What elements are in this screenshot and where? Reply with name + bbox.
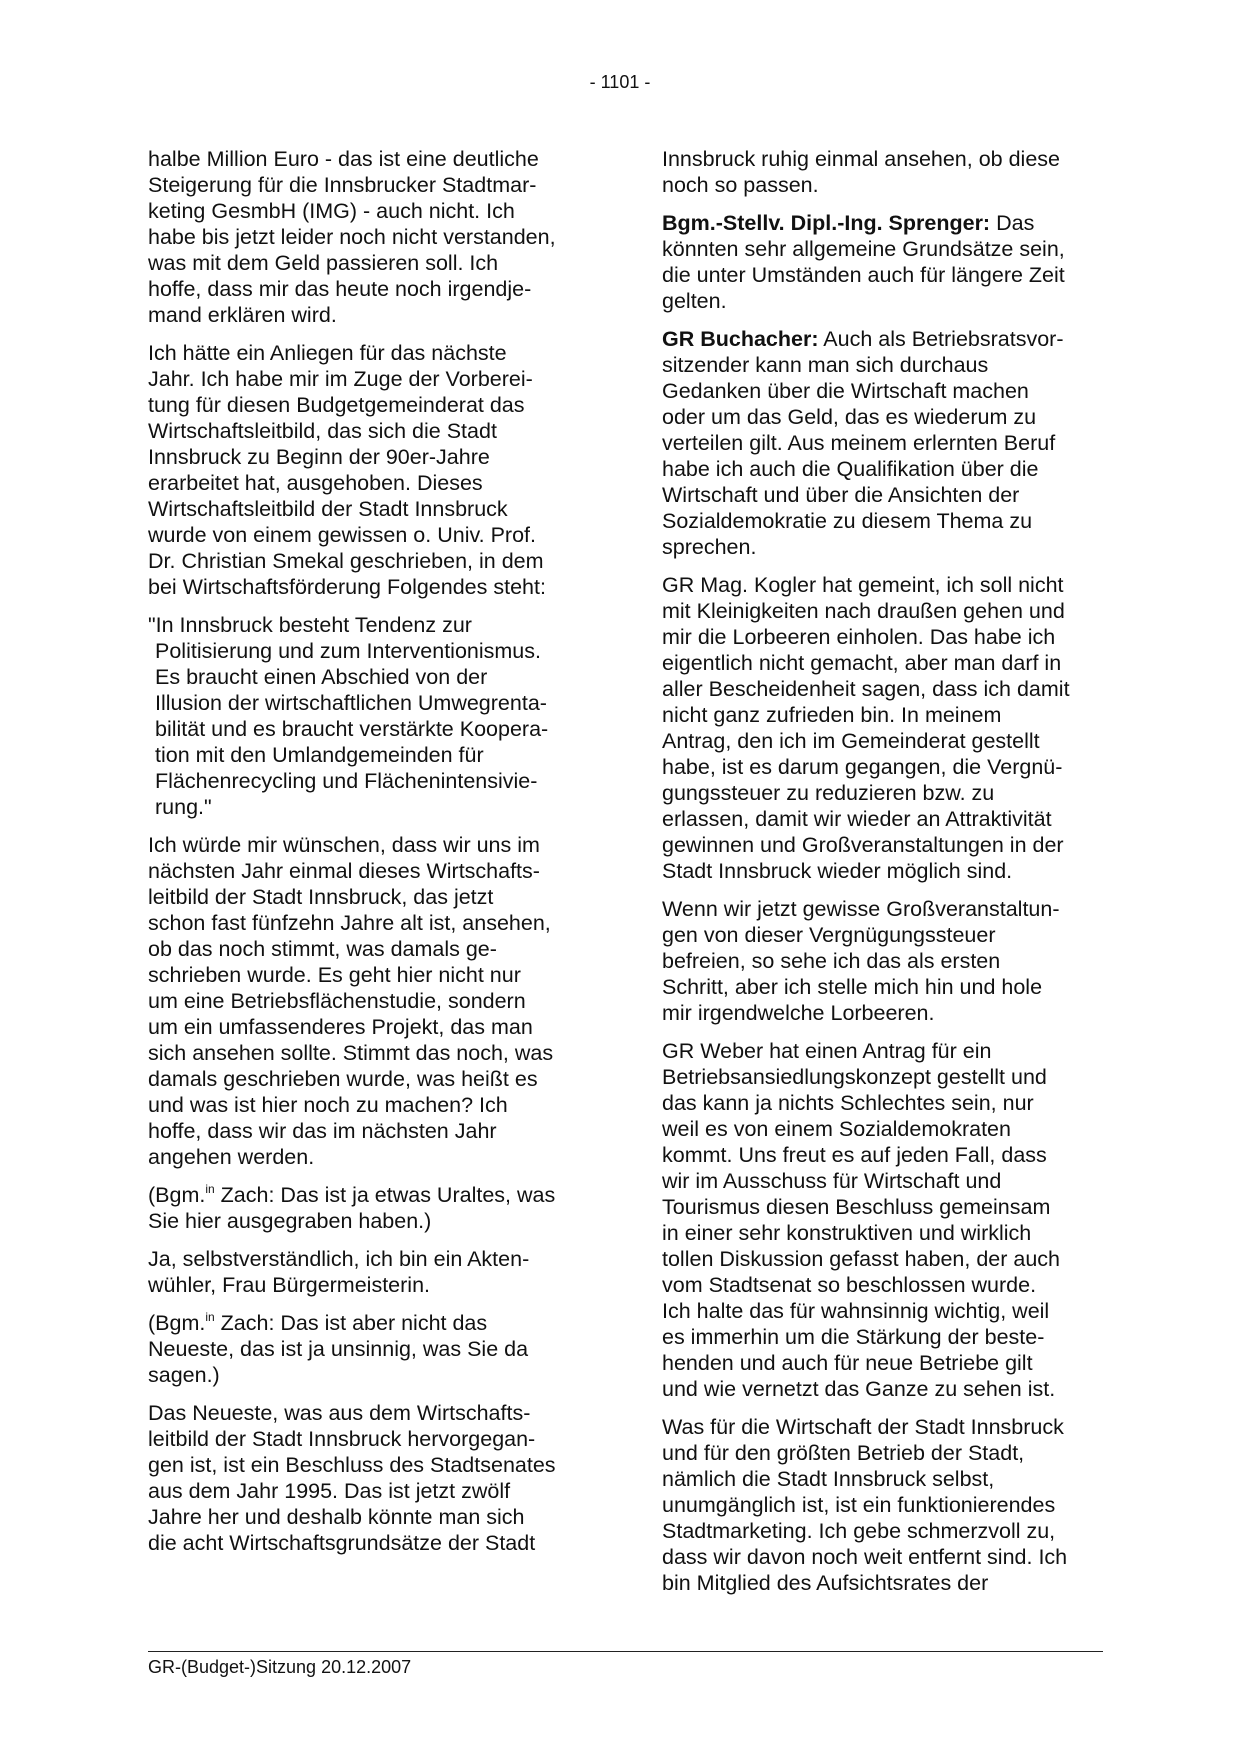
superscript: in <box>205 1182 215 1196</box>
footer: GR-(Budget-)Sitzung 20.12.2007 <box>148 1657 412 1677</box>
text-line: damals geschrieben wurde, was heißt es <box>148 1067 538 1091</box>
text-line: die unter Umständen auch für längere Zeit <box>662 263 1065 287</box>
text-line: Wirtschaftsleitbild, das sich die Stadt <box>148 419 497 443</box>
text-line: verteilen gilt. Aus meinem erlernten Beruf <box>662 431 1056 455</box>
text-line: GR Weber hat einen Antrag für ein <box>662 1039 992 1063</box>
paragraph <box>148 340 596 600</box>
text-line: Ich hätte ein Anliegen für das nächste <box>148 341 507 365</box>
paragraph <box>662 1414 1102 1596</box>
text-line: und wie vernetzt das Ganze zu sehen ist. <box>662 1377 1056 1401</box>
text-line: Ich halte das für wahnsinnig wichtig, weil <box>662 1299 1050 1323</box>
text-line: mit Kleinigkeiten nach draußen gehen und <box>662 599 1065 623</box>
text-line: tollen Diskussion gefasst haben, der auch <box>662 1247 1060 1271</box>
text-line: noch so passen. <box>662 173 819 197</box>
text-line: ob das noch stimmt, was damals ge- <box>148 937 497 961</box>
paragraph <box>662 1038 1102 1402</box>
interjection-prefix: (Bgm. <box>148 1183 206 1207</box>
text-line: aus dem Jahr 1995. Das ist jetzt zwölf <box>148 1479 511 1503</box>
text-line: Neueste, das ist ja unsinnig, was Sie da <box>148 1337 529 1361</box>
text-line: oder um das Geld, das es wiederum zu <box>662 405 1037 429</box>
text-line: mand erklären wird. <box>148 303 337 327</box>
text-line: erlassen, damit wir wieder an Attraktivität <box>662 807 1052 831</box>
text-line: Ich würde mir wünschen, dass wir uns im <box>148 833 540 857</box>
text-line: keting GesmbH (IMG) - auch nicht. Ich <box>148 199 515 223</box>
text-line: habe ich auch die Qualifikation über die <box>662 457 1039 481</box>
paragraph <box>148 832 596 1170</box>
text-line: sitzender kann man sich durchaus <box>662 353 989 377</box>
text-line: gewinnen und Großveranstaltungen in der <box>662 833 1064 857</box>
text-line: Ja, selbstverständlich, ich bin ein Akten- <box>148 1247 530 1271</box>
text-line: was mit dem Geld passieren soll. Ich <box>148 251 499 275</box>
text-line: gungssteuer zu reduzieren bzw. zu <box>662 781 995 805</box>
text-line: gelten. <box>662 289 727 313</box>
text-line: henden und auch für neue Betriebe gilt <box>662 1351 1033 1375</box>
block-quote <box>148 612 596 820</box>
text-line: vom Stadtsenat so beschlossen wurde. <box>662 1273 1037 1297</box>
paragraph <box>662 572 1102 884</box>
speaker-paragraph <box>662 210 1102 314</box>
text-line: Tourismus diesen Beschluss gemeinsam <box>662 1195 1051 1219</box>
text-line: Antrag, den ich im Gemeinderat gestellt <box>662 729 1040 753</box>
text-line: in einer sehr konstruktiven und wirklich <box>662 1221 1032 1245</box>
text-line: Gedanken über die Wirtschaft machen <box>662 379 1029 403</box>
text-line: dass wir davon noch weit entfernt sind. Ich <box>662 1545 1068 1569</box>
interjection-text: Zach: Das ist aber nicht das <box>214 1311 488 1335</box>
text-line: Stadt Innsbruck wieder möglich sind. <box>662 859 1013 883</box>
text-line: Das Neueste, was aus dem Wirtschafts- <box>148 1401 531 1425</box>
text-line: leitbild der Stadt Innsbruck hervorgegan- <box>148 1427 536 1451</box>
text-line: die acht Wirtschaftsgrundsätze der Stadt <box>148 1531 536 1555</box>
text-line: tung für diesen Budgetgemeinderat das <box>148 393 525 417</box>
text-line: sprechen. <box>662 535 757 559</box>
superscript: in <box>205 1310 215 1324</box>
text-line: erarbeitet hat, ausgehoben. Dieses <box>148 471 483 495</box>
text-line: "In Innsbruck besteht Tendenz zur <box>148 613 472 637</box>
paragraph <box>148 1246 596 1298</box>
text-line: Was für die Wirtschaft der Stadt Innsbruck <box>662 1415 1064 1439</box>
text-line: bei Wirtschaftsförderung Folgendes steht: <box>148 575 546 599</box>
text-line <box>662 326 1102 352</box>
text-line: rung." <box>155 795 212 819</box>
text-line: Schritt, aber ich stelle mich hin und hole <box>662 975 1043 999</box>
text-line: tion mit den Umlandgemeinden für <box>155 743 484 767</box>
text-line: nicht ganz zufrieden bin. In meinem <box>662 703 1002 727</box>
left-column <box>148 146 596 1568</box>
right-column <box>662 146 1102 1608</box>
text-line: Wirtschaftsleitbild der Stadt Innsbruck <box>148 497 508 521</box>
text-line: habe bis jetzt leider noch nicht verstanden, <box>148 225 556 249</box>
text-line: mir irgendwelche Lorbeeren. <box>662 1001 935 1025</box>
text-line: könnten sehr allgemeine Grundsätze sein, <box>662 237 1065 261</box>
text-line: weil es von einem Sozialdemokraten <box>662 1117 1011 1141</box>
speaker-name: GR Buchacher: <box>662 327 819 351</box>
text-line: sagen.) <box>148 1363 220 1387</box>
text-line: unumgänglich ist, ist ein funktionierendes <box>662 1493 1056 1517</box>
text-line: und was ist hier noch zu machen? Ich <box>148 1093 508 1117</box>
text-line: Dr. Christian Smekal geschrieben, in dem <box>148 549 544 573</box>
text-line: Politisierung und zum Interventionismus. <box>155 639 541 663</box>
text-line: GR Mag. Kogler hat gemeint, ich soll nicht <box>662 573 1064 597</box>
text-line <box>662 210 1102 236</box>
text-line: nämlich die Stadt Innsbruck selbst, <box>662 1467 995 1491</box>
text-line: habe, ist es darum gegangen, die Vergnü- <box>662 755 1063 779</box>
text-line: gen ist, ist ein Beschluss des Stadtsenates <box>148 1453 556 1477</box>
text-line: eigentlich nicht gemacht, aber man darf in <box>662 651 1062 675</box>
text-line: bilität und es braucht verstärkte Koopera- <box>155 717 549 741</box>
paragraph <box>662 146 1102 198</box>
text-line: es immerhin um die Stärkung der beste- <box>662 1325 1045 1349</box>
interjection <box>148 1310 596 1388</box>
text-line: sich ansehen sollte. Stimmt das noch, was <box>148 1041 554 1065</box>
text-line <box>148 1182 596 1208</box>
text-line: Stadtmarketing. Ich gebe schmerzvoll zu, <box>662 1519 1056 1543</box>
text-line: Innsbruck zu Beginn der 90er-Jahre <box>148 445 490 469</box>
text-line: Wirtschaft und über die Ansichten der <box>662 483 1020 507</box>
text-line: wir im Ausschuss für Wirtschaft und <box>662 1169 1002 1193</box>
text-line: hoffe, dass wir das im nächsten Jahr <box>148 1119 497 1143</box>
text-line: Wenn wir jetzt gewisse Großveranstaltun- <box>662 897 1060 921</box>
text-line: und für den größten Betrieb der Stadt, <box>662 1441 1025 1465</box>
text-line: leitbild der Stadt Innsbruck, das jetzt <box>148 885 494 909</box>
paragraph <box>148 146 596 328</box>
text-line: Sie hier ausgegraben haben.) <box>148 1209 432 1233</box>
text-line: Innsbruck ruhig einmal ansehen, ob diese <box>662 147 1061 171</box>
interjection-prefix: (Bgm. <box>148 1311 206 1335</box>
text-line: Steigerung für die Innsbrucker Stadtmar- <box>148 173 537 197</box>
paragraph <box>148 1400 596 1556</box>
paragraph <box>662 896 1102 1026</box>
interjection <box>148 1182 596 1234</box>
speaker-name: Bgm.-Stellv. Dipl.-Ing. Sprenger: <box>662 211 991 235</box>
text-line: schrieben wurde. Es geht hier nicht nur <box>148 963 521 987</box>
text-line: schon fast fünfzehn Jahre alt ist, ansehen, <box>148 911 551 935</box>
text-line: um ein umfassenderes Projekt, das man <box>148 1015 533 1039</box>
text-line: gen von dieser Vergnügungssteuer <box>662 923 996 947</box>
text-line: Jahr. Ich habe mir im Zuge der Vorberei- <box>148 367 533 391</box>
text-line: mir die Lorbeeren einholen. Das habe ich <box>662 625 1056 649</box>
footer-divider <box>148 1651 1103 1652</box>
text-line: nächsten Jahr einmal dieses Wirtschafts- <box>148 859 540 883</box>
interjection-text: Zach: Das ist ja etwas Uraltes, was <box>214 1183 556 1207</box>
text-line: Jahre her und deshalb könnte man sich <box>148 1505 525 1529</box>
text-line: wurde von einem gewissen o. Univ. Prof. <box>148 523 536 547</box>
text-line: um eine Betriebsflächenstudie, sondern <box>148 989 526 1013</box>
text-line: hoffe, dass mir das heute noch irgendje- <box>148 277 532 301</box>
text-line: aller Bescheidenheit sagen, dass ich damit <box>662 677 1070 701</box>
text-line: halbe Million Euro - das ist eine deutliche <box>148 147 539 171</box>
page-number: - 1101 - <box>589 72 651 92</box>
text-line <box>148 1310 596 1336</box>
text-line: das kann ja nichts Schlechtes sein, nur <box>662 1091 1034 1115</box>
text-line: wühler, Frau Bürgermeisterin. <box>148 1273 430 1297</box>
speech-text: Auch als Betriebsratsvor- <box>818 327 1064 351</box>
text-line: Illusion der wirtschaftlichen Umwegrenta- <box>155 691 547 715</box>
speech-text: Das <box>990 211 1035 235</box>
text-line: bin Mitglied des Aufsichtsrates der <box>662 1571 989 1595</box>
text-line: angehen werden. <box>148 1145 315 1169</box>
text-line: Sozialdemokratie zu diesem Thema zu <box>662 509 1033 533</box>
speaker-paragraph <box>662 326 1102 560</box>
text-line: befreien, so sehe ich das als ersten <box>662 949 1001 973</box>
text-line: Es braucht einen Abschied von der <box>155 665 488 689</box>
text-line: Betriebsansiedlungskonzept gestellt und <box>662 1065 1047 1089</box>
text-line: kommt. Uns freut es auf jeden Fall, dass <box>662 1143 1047 1167</box>
text-line: Flächenrecycling und Flächenintensivie- <box>155 769 538 793</box>
